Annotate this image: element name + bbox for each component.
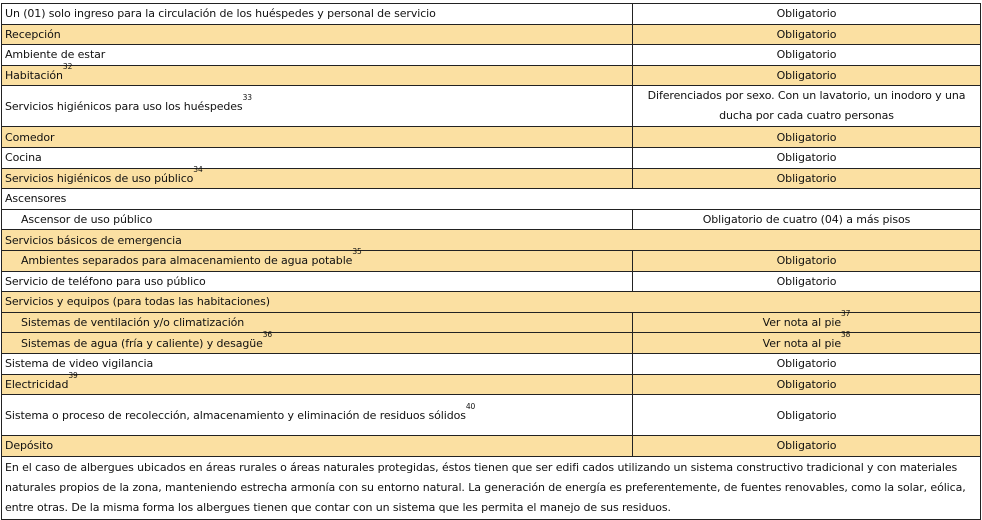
requirement-value: Obligatorio xyxy=(633,250,981,271)
section-label: Servicios básicos de emergencia xyxy=(2,230,981,251)
requirement-value: Obligatorio xyxy=(633,436,981,457)
table-row xyxy=(2,353,981,374)
requirement-label: Electricidad$^{39}$ xyxy=(2,374,633,395)
requirement-value: Ver nota al pie$^{37}$ xyxy=(633,312,981,333)
requirement-value: Obligatorio xyxy=(633,24,981,45)
requirement-label: Servicio de teléfono para uso público xyxy=(2,271,633,292)
table-row xyxy=(2,147,981,168)
table-row xyxy=(2,86,981,127)
footnote-ref: 36 xyxy=(262,329,273,339)
requirement-label: Sistema o proceso de recolección, almacenamiento y eliminación de residuos sólidos$^{40}$ xyxy=(2,395,633,436)
requirement-value: Diferenciados por sexo. Con un lavatorio, un inodoro y una ducha por cada cuatro personas xyxy=(633,86,981,127)
requirement-value: Ver nota al pie$^{38}$ xyxy=(633,333,981,354)
requirement-value: Obligatorio xyxy=(633,353,981,374)
requirement-value: Obligatorio xyxy=(633,4,981,25)
requirement-value: Obligatorio xyxy=(633,395,981,436)
note-row xyxy=(2,456,981,519)
section-row xyxy=(2,189,981,210)
section-row xyxy=(2,230,981,251)
requirement-label: Sistema de video vigilancia xyxy=(2,353,633,374)
requirement-value: Obligatorio de cuatro (04) a más pisos xyxy=(633,209,981,230)
requirement-label: Ambiente de estar xyxy=(2,45,633,66)
footnote-ref: 33 xyxy=(242,92,252,102)
table-row xyxy=(2,209,981,230)
requirement-label: Ambientes separados para almacenamiento de agua potable$^{35}$ xyxy=(2,250,633,271)
requirement-label: Sistemas de ventilación y/o climatización xyxy=(2,312,633,333)
table-row xyxy=(2,333,981,354)
table-row xyxy=(2,374,981,395)
table-row xyxy=(2,168,981,189)
requirement-value: Obligatorio xyxy=(633,45,981,66)
section-row xyxy=(2,292,981,313)
footnote-ref: 32 xyxy=(62,62,73,72)
section-label: Ascensores xyxy=(2,189,981,210)
footnote-ref: 40 xyxy=(465,401,476,411)
requirement-value: Obligatorio xyxy=(633,147,981,168)
table-row xyxy=(2,127,981,148)
table-row xyxy=(2,24,981,45)
requirement-value: Obligatorio xyxy=(633,374,981,395)
footnote-ref: 35 xyxy=(352,247,362,257)
requirement-label: Servicios higiénicos de uso público$^{34}$ xyxy=(2,168,633,189)
section-label: Servicios y equipos (para todas las habitaciones) xyxy=(2,292,981,313)
requirement-label: Ascensor de uso público xyxy=(2,209,633,230)
requirement-value: Obligatorio xyxy=(633,271,981,292)
requirements-table xyxy=(1,3,981,520)
table-row xyxy=(2,436,981,457)
table-row xyxy=(2,395,981,436)
requirement-label: Sistemas de agua (fría y caliente) y desagüe$^{36}$ xyxy=(2,333,633,354)
footnote-ref: 37 xyxy=(840,309,851,319)
footnote-ref: 38 xyxy=(840,329,851,339)
requirement-label: Cocina xyxy=(2,147,633,168)
requirement-label: Comedor xyxy=(2,127,633,148)
requirement-label: Habitación$^{32}$ xyxy=(2,65,633,86)
table-row xyxy=(2,271,981,292)
footnote-ref: 34 xyxy=(193,164,203,174)
table-row xyxy=(2,250,981,271)
table-row xyxy=(2,4,981,25)
note-text: En el caso de albergues ubicados en áreas rurales o áreas naturales protegidas, éstos tienen que ser edifi cados utilizando un sistema constructivo tradicional y con materiales naturales propios de la zona, manteniendo estrecha armonía con su entorno natural. La generación de energía es preferentemente, de fuentes renovables, como la solar, eólica, entre otras. De la misma forma los albergues tienen que contar con un sistema que les permita el manejo de sus residuos. xyxy=(2,456,981,519)
requirement-value: Obligatorio xyxy=(633,127,981,148)
table-row xyxy=(2,312,981,333)
table-row xyxy=(2,45,981,66)
requirement-label: Depósito xyxy=(2,436,633,457)
table-row xyxy=(2,65,981,86)
requirement-label: Recepción xyxy=(2,24,633,45)
requirement-value: Obligatorio xyxy=(633,168,981,189)
footnote-ref: 39 xyxy=(68,370,78,380)
requirement-label: Un (01) solo ingreso para la circulación de los huéspedes y personal de servicio xyxy=(2,4,633,25)
requirement-label: Servicios higiénicos para uso los huéspedes$^{33}$ xyxy=(2,86,633,127)
requirement-value: Obligatorio xyxy=(633,65,981,86)
